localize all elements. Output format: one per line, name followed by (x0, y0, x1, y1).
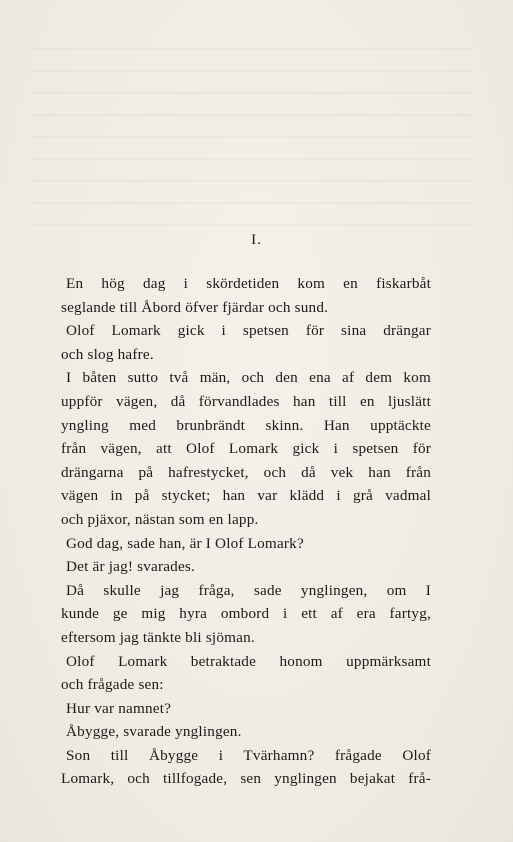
text-line: vägen in på stycket; han var klädd i grå vadmal (61, 487, 431, 505)
text-line: Lomark, och tillfogade, sen ynglingen bejakat frå- (61, 770, 431, 788)
text-line: Åbygge, svarade ynglingen. (66, 723, 242, 741)
text-line: En hög dag i skördetiden kom en fiskarbåt (66, 275, 431, 292)
text-line: I båten sutto två män, och den ena af dem kom (66, 369, 431, 387)
text-line: yngling med brunbrändt skinn. Han upptäckte (61, 416, 431, 434)
text-line: Olof Lomark gick i spetsen för sina drängar (66, 322, 431, 340)
show-through-ghost-text (30, 30, 470, 240)
chapter-numeral: I. (251, 232, 262, 248)
text-line: kunde ge mig hyra ombord i ett af era fartyg, (61, 605, 431, 623)
text-line: från vägen, att Olof Lomark gick i spetsen för (61, 440, 431, 458)
text-line: God dag, sade han, är I Olof Lomark? (66, 534, 304, 552)
text-line: och slog hafre. (61, 345, 154, 363)
text-line: Son till Åbygge i Tvärhamn? frågade Olof (66, 746, 431, 764)
text-line: Hur var namnet? (66, 699, 172, 717)
text-line: Det är jag! svarades. (66, 558, 196, 576)
body-text (61, 272, 431, 791)
text-line: Olof Lomark betraktade honom uppmärksamt (66, 652, 431, 670)
text-line: och frågade sen: (61, 676, 164, 694)
text-line: och pjäxor, nästan som en lapp. (61, 510, 259, 528)
text-line: uppför vägen, då förvandlades han till en ljuslätt (61, 392, 431, 410)
text-line: Då skulle jag fråga, sade ynglingen, om I (66, 581, 431, 599)
text-line: drängarna på hafrestycket, och då vek han från (61, 463, 431, 481)
text-line: seglande till Åbord öfver fjärdar och sund. (61, 298, 329, 316)
text-line: eftersom jag tänkte bli sjöman. (61, 628, 255, 646)
